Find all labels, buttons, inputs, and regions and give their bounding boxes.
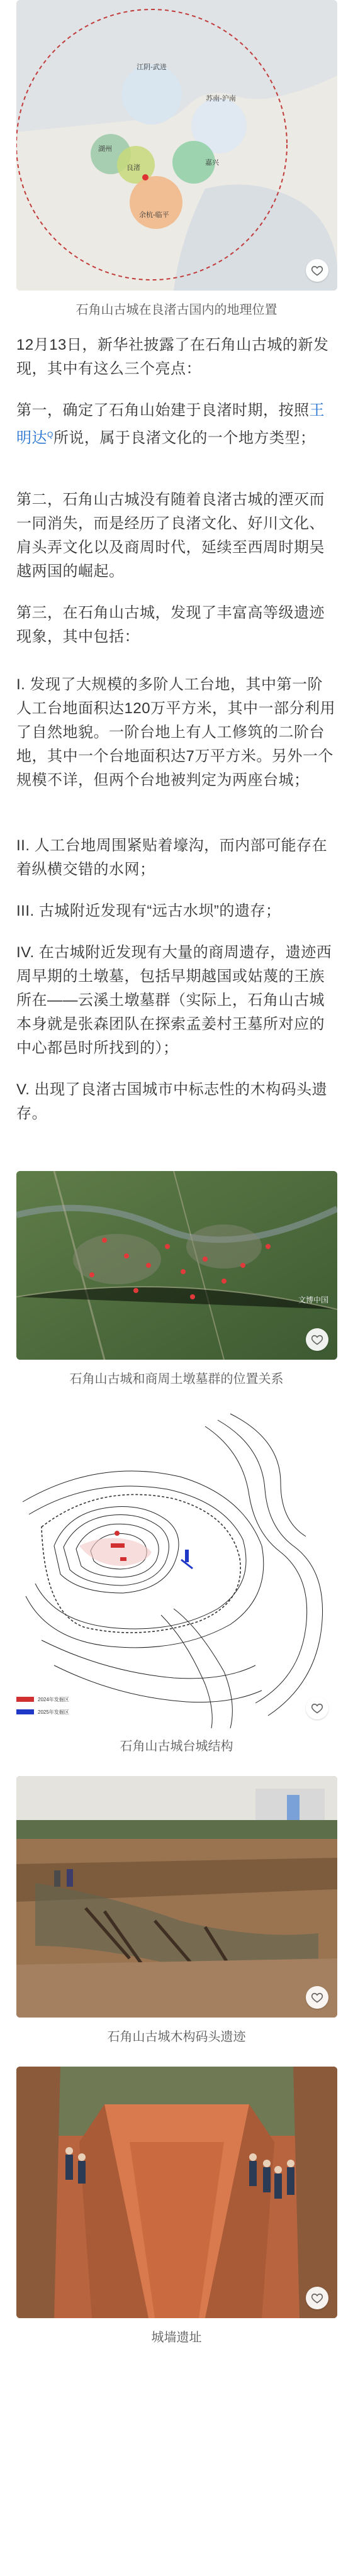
map-label-yuhang: 余杭-临平 <box>139 211 169 219</box>
list-item <box>16 834 337 882</box>
figure-caption: 石角山古城木构码头遗迹 <box>107 2030 246 2044</box>
wall-photo-image <box>16 2067 337 2318</box>
person-link[interactable]: 王明达 <box>16 402 325 447</box>
point-two-text: 第二，石角山古城没有随着良渚古城的湮灭而一同消失，而是经历了良渚文化、好川文化、肩头弄文化以及商周时代，延续至西周时期吴越两国的崛起。 <box>16 491 325 580</box>
like-icon[interactable] <box>306 1697 328 1719</box>
like-icon[interactable] <box>306 2287 328 2309</box>
satellite-map-image <box>16 1171 337 1360</box>
map-label-jiaxing: 嘉兴 <box>205 159 219 167</box>
map-label-jiangyin: 江阴-武进 <box>137 64 167 71</box>
map-label-huzhou: 湖州 <box>98 145 112 153</box>
dock-photo-image <box>16 1776 337 2018</box>
site-plan-image <box>16 1401 337 1728</box>
list-item <box>16 1078 337 1126</box>
article-paragraph <box>16 601 337 649</box>
watermark-text: 文博中国 <box>298 1296 328 1304</box>
like-icon[interactable] <box>306 1986 328 2009</box>
point-one-text: 第一，确定了石角山始建于良渚时期，按照 <box>16 402 310 419</box>
figure-caption: 石角山古城和商周土墩墓群的位置关系 <box>69 1372 284 1386</box>
figure-caption: 石角山古城在良渚古国内的地理位置 <box>76 303 277 317</box>
legend-label-2024: 2024年发掘区 <box>38 1697 69 1702</box>
article-paragraph <box>16 488 337 584</box>
figure-caption: 石角山古城台城结构 <box>120 1740 233 1753</box>
article-paragraph <box>16 399 337 470</box>
list-item-text: V. 出现了良渚古国城市中标志性的木构码头遗存。 <box>16 1081 328 1122</box>
map-label-liangzhu: 良渚 <box>126 164 140 172</box>
list-item-text: I. 发现了大规模的多阶人工台地，其中第一阶人工台地面积达120万平方米，其中一部分利用了自然地貌。一阶台地上有人工修筑的二阶台地，其中一个台地面积达7万平方米。另外一个规模不详，但两个台地被判定为两座台城； <box>16 676 336 789</box>
legend-label-2025: 2025年发掘区 <box>38 1709 69 1715</box>
list-item <box>16 941 337 1060</box>
list-item-text: III. 古城附近发现有“远古水坝”的遗存； <box>16 902 281 919</box>
list-item-text: II. 人工台地周围紧贴着壕沟，而内部可能存在着纵横交错的水网； <box>16 837 328 878</box>
map-label-sunan: 苏南-沪南 <box>206 95 236 103</box>
point-three-text: 第三，在石角山古城，发现了丰富高等级遗迹现象，其中包括： <box>16 604 325 645</box>
list-item-text: IV. 在古城附近发现有大量的商周遗存，遗迹西周早期的土墩墓，包括早期越国或姑蔑的王族所在——云溪土墩墓群（实际上，石角山古城本身就是张森团队在探索孟姜村王墓所对应的中心都邑时所找到的）； <box>16 944 332 1057</box>
like-icon[interactable] <box>306 1328 328 1351</box>
search-link-icon[interactable]: Q <box>47 430 53 439</box>
region-map-image <box>16 0 337 291</box>
list-item <box>16 899 337 923</box>
list-item <box>16 673 337 816</box>
figure-caption: 城墙遗址 <box>151 2331 202 2345</box>
intro-text: 12月13日，新华社披露了在石角山古城的新发现，其中有这么三个亮点： <box>16 336 329 377</box>
point-one-text-end: 所说，属于良渚文化的一个地方类型； <box>53 430 316 447</box>
like-icon[interactable] <box>306 259 328 282</box>
article-paragraph <box>16 333 337 381</box>
